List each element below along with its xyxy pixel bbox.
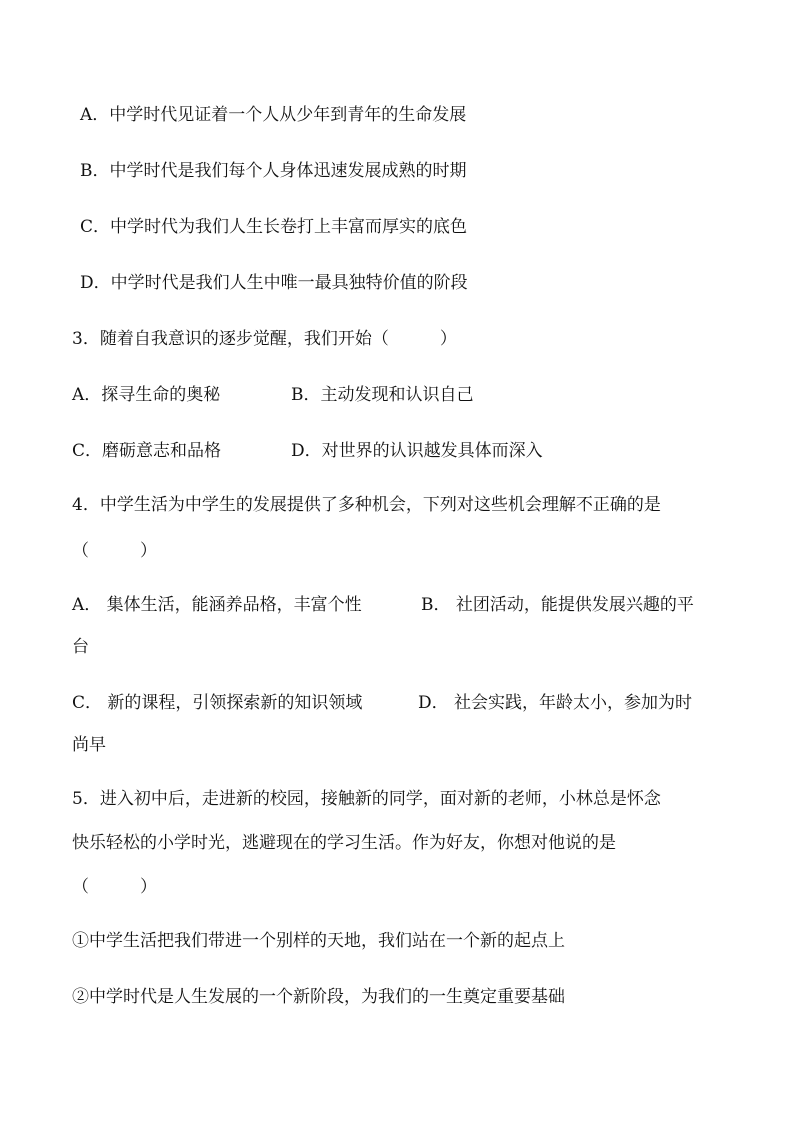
q5-stem-line3: （ ） (72, 877, 157, 897)
q2-option-a: A．中学时代见证着一个人从少年到青年的生命发展 (80, 105, 467, 125)
q5-item-1: ①中学生活把我们带进一个别样的天地，我们站在一个新的起点上 (72, 931, 565, 951)
q3-option-d: D．对世界的认识越发具体而深入 (291, 441, 543, 461)
q4-option-d-wrap: 尚早 (72, 735, 106, 755)
q5-item-2: ②中学时代是人生发展的一个新阶段，为我们的一生奠定重要基础 (72, 987, 565, 1007)
q5-stem-line1: 5．进入初中后，走进新的校园，接触新的同学，面对新的老师，小林总是怀念 (72, 789, 661, 809)
q3-option-c: C．磨砺意志和品格 (72, 441, 222, 461)
q5-stem-line2: 快乐轻松的小学时光，逃避现在的学习生活。作为好友，你想对他说的是 (72, 833, 616, 853)
q3-stem: 3．随着自我意识的逐步觉醒，我们开始（ ） (72, 329, 457, 349)
q2-option-b: B．中学时代是我们每个人身体迅速发展成熟的时期 (80, 161, 467, 181)
q3-option-a: A．探寻生命的奥秘 (72, 385, 221, 405)
q3-option-b: B．主动发现和认识自己 (291, 385, 474, 405)
q4-stem-line1: 4．中学生活为中学生的发展提供了多种机会，下列对这些机会理解不正确的是 (72, 495, 661, 515)
q4-option-d: D． 社会实践，年龄太小，参加为时 (418, 693, 693, 713)
q2-option-d: D．中学时代是我们人生中唯一最具独特价值的阶段 (80, 273, 468, 293)
q4-option-b-wrap: 台 (72, 637, 89, 657)
q4-option-b: B． 社团活动，能提供发展兴趣的平 (421, 595, 694, 615)
q2-option-c: C．中学时代为我们人生长卷打上丰富而厚实的底色 (80, 217, 468, 237)
q4-option-c: C． 新的课程，引领探索新的知识领域 (72, 693, 363, 713)
q4-stem-line2: （ ） (72, 541, 157, 561)
q4-option-a: A． 集体生活，能涵养品格，丰富个性 (72, 595, 362, 615)
